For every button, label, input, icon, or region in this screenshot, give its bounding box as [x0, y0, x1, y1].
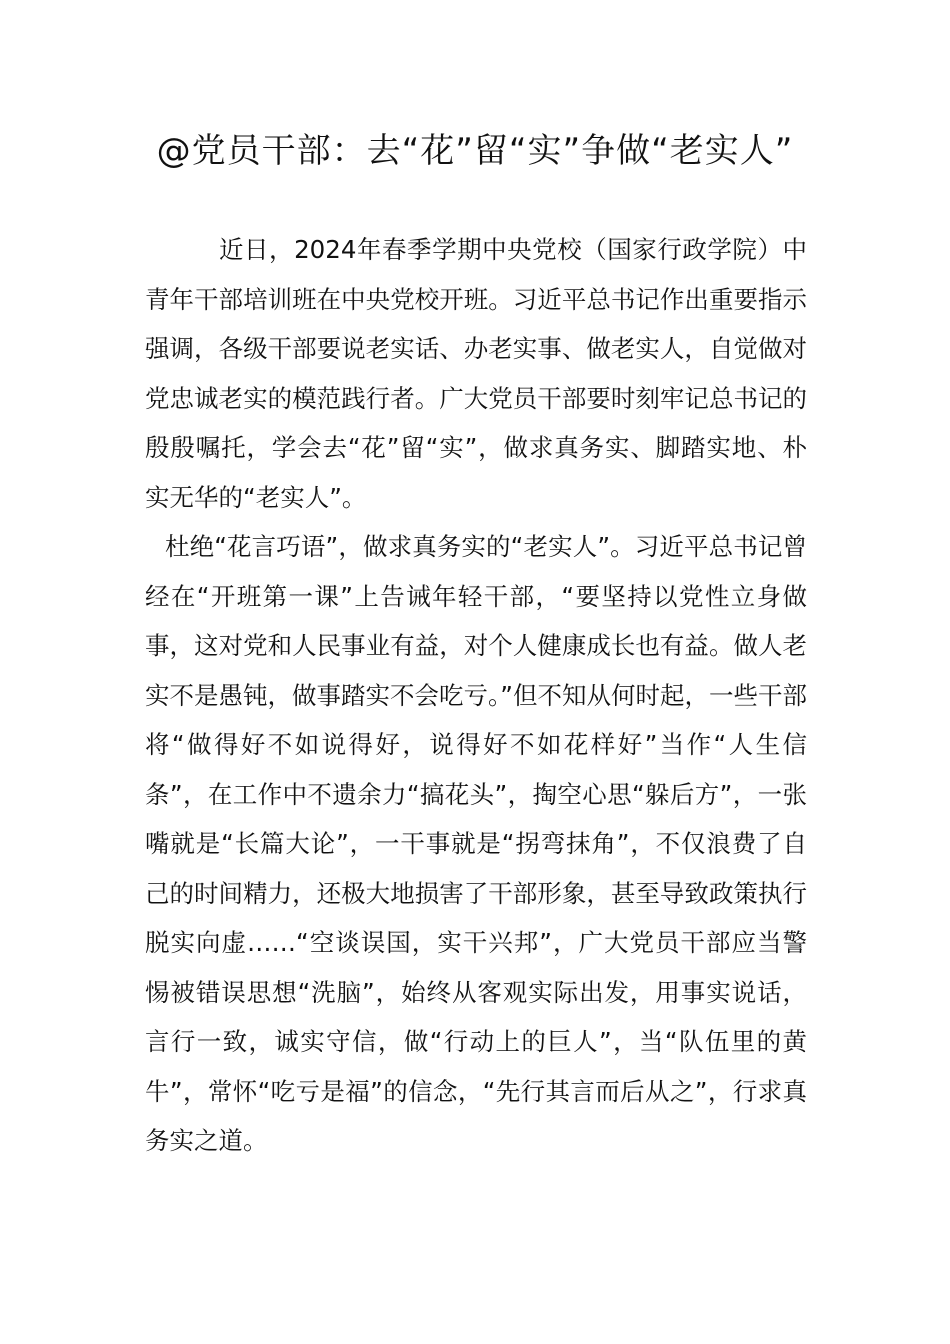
document-body	[145, 225, 807, 1166]
paragraph-intro: 近日，2024年春季学期中央党校（国家行政学院）中青年干部培训班在中央党校开班。习近平总书记作出重要指示强调，各级干部要说老实话、办老实事、做老实人，自觉做对党忠诚老实的模范践行者。广大党员干部要时刻牢记总书记的殷殷嘱托，学会去“花”留“实”，做求真务实、脚踏实地、朴实无华的“老实人”。	[145, 235, 807, 512]
document-title: @党员干部：去“花”留“实”争做“老实人”	[156, 131, 794, 171]
paragraph-section-1: 杜绝“花言巧语”，做求真务实的“老实人”。习近平总书记曾经在“开班第一课”上告诫年轻干部，“要坚持以党性立身做事，这对党和人民事业有益，对个人健康成长也有益。做人老实不是愚钝，做事踏实不会吃亏。”但不知从何时起，一些干部将“做得好不如说得好，说得好不如花样好”当作“人生信条”，在工作中不遗余力“搞花头”，掏空心思“躲后方”，一张嘴就是“长篇大论”，一干事就是“拐弯抹角”，不仅浪费了自己的时间精力，还极大地损害了干部形象，甚至导致政策执行脱实向虚……“空谈误国，实干兴邦”，广大党员干部应当警惕被错误思想“洗脑”，始终从客观实际出发，用事实说话，言行一致，诚实守信，做“行动上的巨人”，当“队伍里的黄牛”，常怀“吃亏是福”的信念，“先行其言而后从之”，行求真务实之道。	[145, 532, 807, 1155]
